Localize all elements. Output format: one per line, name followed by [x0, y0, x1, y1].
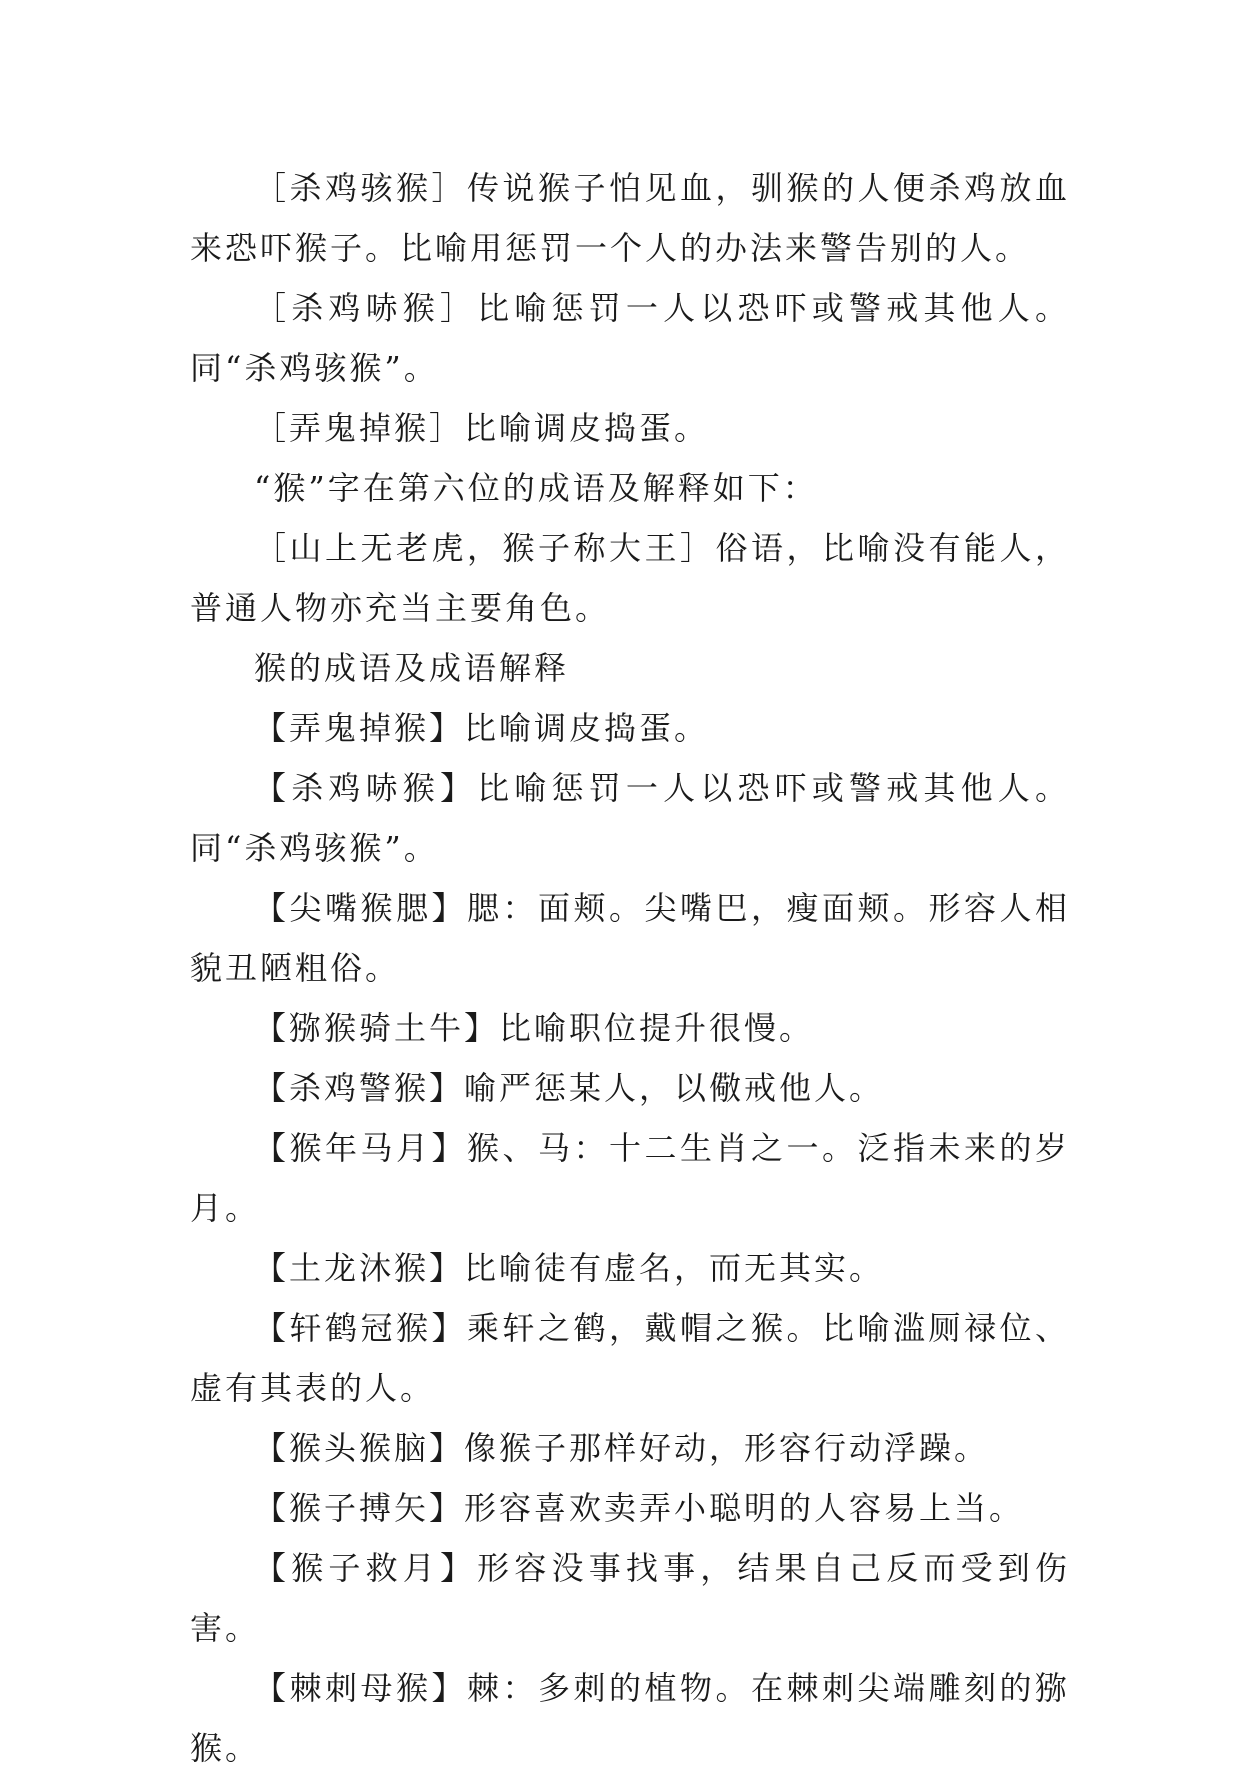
idiom-entry: 【猴子搏矢】形容喜欢卖弄小聪明的人容易上当。 — [254, 1489, 1025, 1527]
idiom-entry: 【弄鬼掉猴】比喻调皮捣蛋。 — [254, 709, 710, 747]
idiom-entry: 【轩鹤冠猴】乘轩之鹤，戴帽之猴。比喻滥厕禄位、虚有其表的人。 — [190, 1309, 1070, 1407]
document-body — [190, 158, 1070, 1778]
paragraph: ［杀鸡骇猴］传说猴子怕见血，驯猴的人便杀鸡放血来恐吓猴子。比喻用惩罚一个人的办法来警告别的人。 — [190, 169, 1070, 267]
idiom-entry: 【猴子救月】形容没事找事，结果自己反而受到伤害。 — [190, 1549, 1070, 1647]
paragraph: ［山上无老虎，猴子称大王］俗语，比喻没有能人，普通人物亦充当主要角色。 — [190, 529, 1070, 627]
idiom-entry: 【猴头猴脑】像猴子那样好动，形容行动浮躁。 — [254, 1429, 990, 1467]
idiom-entry: 【猕猴骑土牛】比喻职位提升很慢。 — [254, 1009, 815, 1047]
paragraph: ［弄鬼掉猴］比喻调皮捣蛋。 — [254, 409, 710, 447]
idiom-entry: 【猴年马月】猴、马：十二生肖之一。泛指未来的岁月。 — [190, 1129, 1070, 1227]
paragraph: ［杀鸡哧猴］比喻惩罚一人以恐吓或警戒其他人。同“杀鸡骇猴”。 — [190, 289, 1070, 387]
idiom-entry: 【棘刺母猴】棘：多刺的植物。在棘刺尖端雕刻的猕猴。 — [190, 1669, 1070, 1767]
idiom-entry: 【杀鸡哧猴】比喻惩罚一人以恐吓或警戒其他人。同“杀鸡骇猴”。 — [190, 769, 1070, 867]
idiom-entry: 【土龙沐猴】比喻徒有虚名，而无其实。 — [254, 1249, 885, 1287]
section-heading: 猴的成语及成语解释 — [254, 649, 570, 687]
idiom-entry: 【杀鸡警猴】喻严惩某人，以儆戒他人。 — [254, 1069, 885, 1107]
paragraph: “猴”字在第六位的成语及解释如下： — [254, 469, 818, 507]
idiom-entry: 【尖嘴猴腮】腮：面颊。尖嘴巴，瘦面颊。形容人相貌丑陋粗俗。 — [190, 889, 1070, 987]
